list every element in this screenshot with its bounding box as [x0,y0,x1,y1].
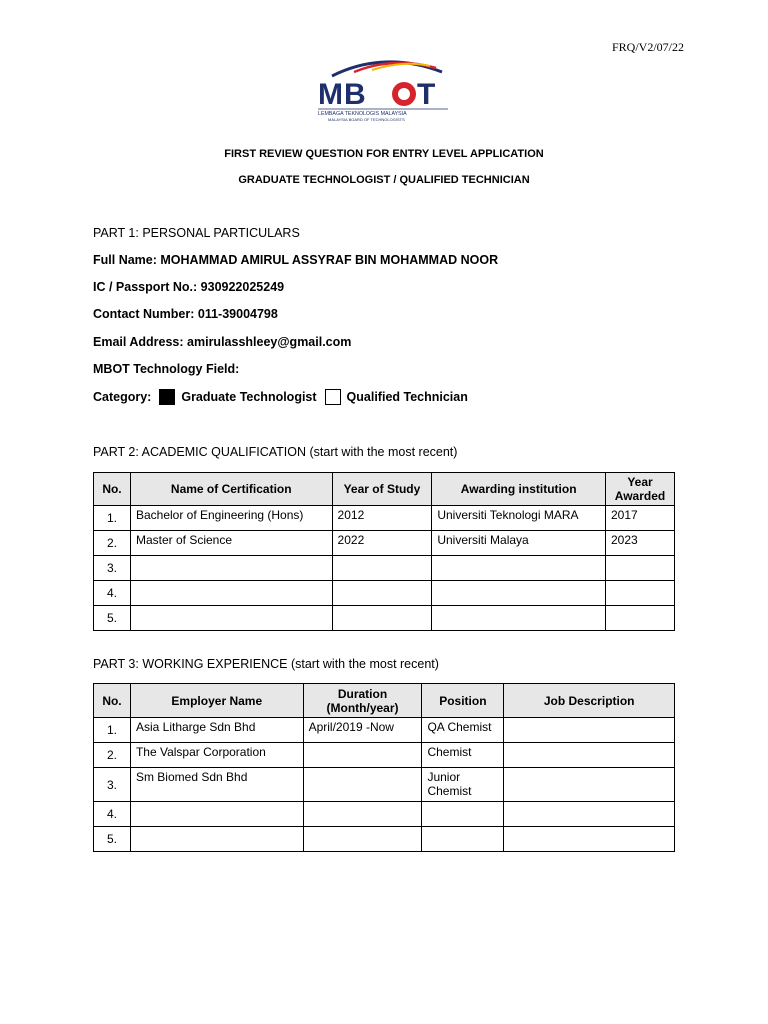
table-cell: 1. [94,718,131,743]
table-cell[interactable]: April/2019 -Now [303,718,422,743]
category-label: Category: [93,390,152,404]
ic-label: IC / Passport No.: [93,280,198,294]
graduate-technologist-label: Graduate Technologist [181,390,317,404]
table-cell[interactable] [504,743,675,768]
column-header: Job Description [504,684,675,718]
table-cell[interactable]: 2023 [605,531,674,556]
table-cell[interactable] [303,802,422,827]
form-subtitle: GRADUATE TECHNOLOGIST / QUALIFIED TECHNICIAN [238,174,530,186]
column-header: Year of Study [332,473,432,506]
column-header: Year Awarded [605,473,674,506]
academic-qualification-table [93,472,675,631]
full-name-label: Full Name: [93,253,157,267]
contact-label: Contact Number: [93,307,195,321]
column-header: Position [422,684,504,718]
table-cell[interactable] [504,718,675,743]
part1-heading: PART 1: PERSONAL PARTICULARS [93,226,300,240]
table-cell[interactable] [432,581,606,606]
table-cell[interactable] [432,556,606,581]
table-cell[interactable] [605,606,674,631]
table-cell[interactable]: Master of Science [130,531,332,556]
part3-heading: PART 3: WORKING EXPERIENCE (start with the most recent) [93,657,439,671]
table-cell[interactable] [422,802,504,827]
table-row [94,556,675,581]
qualified-technician-checkbox[interactable] [325,389,341,405]
full-name-row [93,253,498,267]
email-value: amirulasshleey@gmail.com [187,335,352,349]
svg-text:MB: MB [318,78,367,111]
table-cell: 4. [94,802,131,827]
table-cell[interactable] [130,556,332,581]
table-cell[interactable] [332,581,432,606]
table-cell[interactable] [130,581,332,606]
column-header: Duration (Month/year) [303,684,422,718]
technology-field-label: MBOT Technology Field: [93,362,240,376]
table-cell: 3. [94,768,131,802]
table-row [94,768,675,802]
column-header: Name of Certification [130,473,332,506]
part2-heading: PART 2: ACADEMIC QUALIFICATION (start with the most recent) [93,445,458,459]
table-cell[interactable]: Sm Biomed Sdn Bhd [130,768,303,802]
table-cell[interactable] [422,827,504,852]
logo-line1: LEMBAGA TEKNOLOGIS MALAYSIA [318,111,407,117]
table-cell: 5. [94,827,131,852]
table-cell[interactable] [432,606,606,631]
graduate-technologist-checkbox[interactable] [159,389,175,405]
table-row [94,606,675,631]
column-header: Awarding institution [432,473,606,506]
column-header: No. [94,473,131,506]
table-cell: 2. [94,531,131,556]
table-cell[interactable]: Asia Litharge Sdn Bhd [130,718,303,743]
table-cell[interactable] [130,827,303,852]
category-row [93,389,468,405]
table-cell[interactable] [605,556,674,581]
column-header: Employer Name [130,684,303,718]
table-row [94,531,675,556]
mbot-logo [314,54,454,124]
table-cell: 1. [94,506,131,531]
table-cell[interactable] [130,802,303,827]
table-row [94,743,675,768]
table-cell: 4. [94,581,131,606]
table-cell: 2. [94,743,131,768]
table-cell: 5. [94,606,131,631]
table-cell[interactable]: Universiti Teknologi MARA [432,506,606,531]
table-cell[interactable]: 2012 [332,506,432,531]
contact-value: 011-39004798 [197,307,278,321]
full-name-value: MOHAMMAD AMIRUL ASSYRAF BIN MOHAMMAD NOOR [160,253,499,267]
table-cell[interactable] [303,768,422,802]
table-cell[interactable]: Chemist [422,743,504,768]
contact-row [93,307,278,321]
table-cell[interactable] [130,606,332,631]
table-cell[interactable]: QA Chemist [422,718,504,743]
table-cell[interactable] [504,802,675,827]
logo-line2: MALAYSIA BOARD OF TECHNOLOGISTS [328,117,405,122]
table-cell[interactable] [504,768,675,802]
table-cell: 3. [94,556,131,581]
form-title: FIRST REVIEW QUESTION FOR ENTRY LEVEL APPLICATION [224,148,544,160]
table-cell[interactable] [332,556,432,581]
document-reference: FRQ/V2/07/22 [611,40,684,54]
table-cell[interactable]: Universiti Malaya [432,531,606,556]
table-row [94,718,675,743]
table-cell[interactable]: The Valspar Corporation [130,743,303,768]
column-header: No. [94,684,131,718]
qualified-technician-label: Qualified Technician [346,390,468,404]
table-cell[interactable]: Bachelor of Engineering (Hons) [130,506,332,531]
table-cell[interactable] [332,606,432,631]
table-cell[interactable]: 2022 [332,531,432,556]
working-experience-table [93,683,675,852]
ic-row [93,280,284,294]
svg-text:T: T [417,78,436,111]
table-row [94,581,675,606]
table-cell[interactable] [303,827,422,852]
table-row [94,827,675,852]
ic-value: 930922025249 [200,280,285,294]
table-cell[interactable]: 2017 [605,506,674,531]
table-row [94,802,675,827]
table-cell[interactable] [504,827,675,852]
table-cell[interactable] [605,581,674,606]
table-cell[interactable] [303,743,422,768]
table-cell[interactable]: Junior Chemist [422,768,504,802]
table-row [94,506,675,531]
email-row [93,335,351,349]
email-label: Email Address: [93,335,184,349]
